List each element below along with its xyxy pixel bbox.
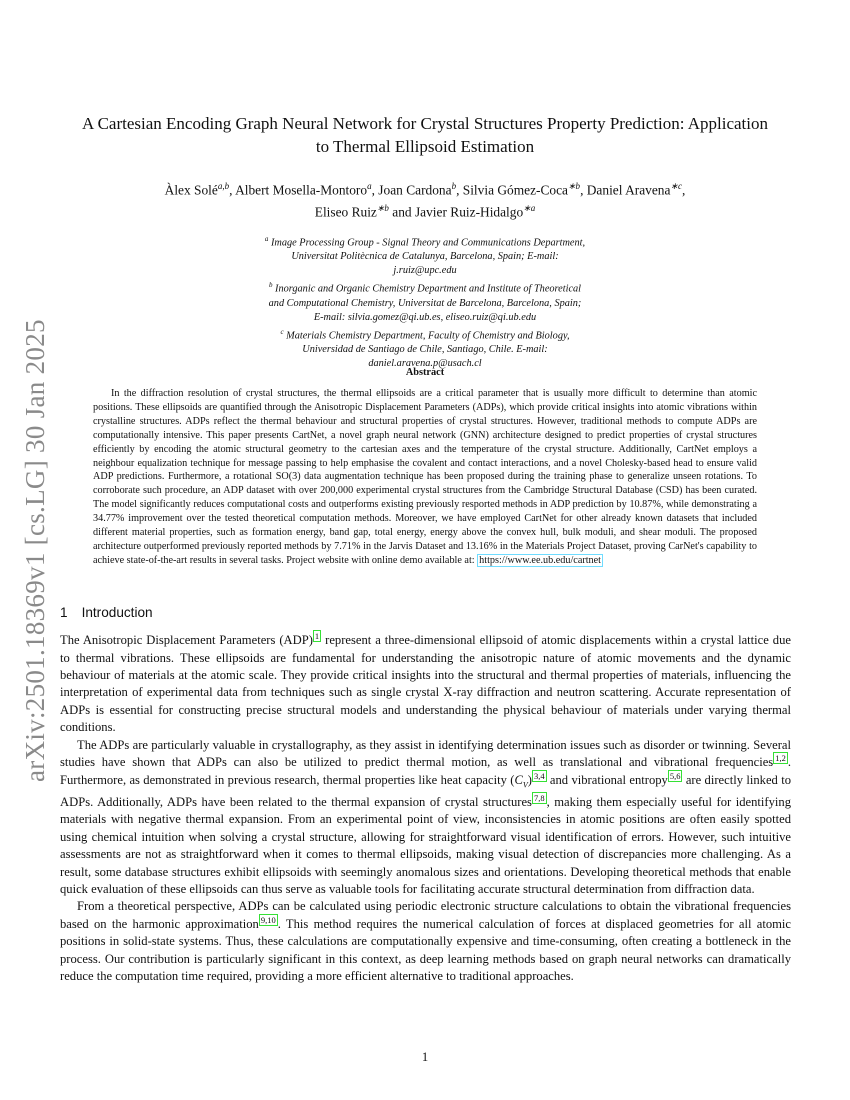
paragraph-text: and vibrational entropy: [546, 772, 668, 787]
paragraph-text: From a theoretical perspective, ADPs can be calculated using periodic electronic structure calculations to obtain the vibrational frequencies based on the harmonic approximation: [60, 899, 791, 931]
paragraph-text: The ADPs are particularly valuable in crystallography, as they assist in identifying determination issues such as disorder or twinning. Several studies have shown that ADPs can also be utilized to predict thermal motion, as well as translational and vibrational frequencies: [60, 737, 791, 770]
paragraph: [60, 632, 791, 737]
author-affiliation-mark: ∗b: [376, 203, 389, 214]
paragraph-text: The Anisotropic Displacement Parameters (ADP): [60, 633, 313, 648]
author-name: Eliseo Ruiz: [314, 204, 377, 220]
author-affiliation-mark: a: [367, 181, 372, 191]
page-number: 1: [421, 1050, 429, 1064]
affiliation-c-mark: c: [280, 327, 284, 336]
author-name: Joan Cardona: [378, 182, 452, 198]
affiliation-a-email: j.ruiz@upc.edu: [393, 265, 457, 277]
affiliation-b-mark: b: [268, 281, 273, 290]
citation-link[interactable]: 1,2: [775, 753, 786, 764]
author-list: Àlex Solé$^{a,b}$, Albert Mosella-Montoro$^a$, Joan Cardona$^b$, Silvia Gómez-Coca$^{∗b}$, Daniel Aravena$^{∗c}$, Eliseo Ruiz$^{∗b}$ and Javier Ruiz-Hidalgo$^{∗a}$: [164, 181, 686, 220]
section-title: Introduction: [81, 605, 153, 620]
affiliations: [225, 232, 625, 371]
section-number: 1: [60, 605, 68, 620]
citation-link[interactable]: 3,4: [533, 770, 545, 781]
paragraph-text: . Furthermore, as demonstrated in previous research, thermal properties like heat capacity (: [60, 755, 791, 787]
author-affiliation-mark: a,b: [217, 181, 230, 191]
paragraph-text: are directly linked to ADPs. Additionally, ADPs have been related to the thermal expansion of crystal structures: [60, 772, 792, 809]
author-name: Javier Ruiz-Hidalgo: [414, 204, 524, 220]
affiliation-a-line: Universitat Politècnica de Catalunya, Barcelona, Spain; E-mail:: [291, 251, 559, 263]
author-affiliation-mark: ∗a: [523, 203, 536, 214]
abstract-body: [93, 387, 757, 568]
affiliation-c-email: daniel.aravena.p@usach.cl: [368, 358, 482, 370]
affiliation-b-email: E-mail: silvia.gomez@qi.ub.es, eliseo.ruiz@qi.ub.edu: [313, 311, 537, 323]
paragraph-text: . This method requires the numerical calculation of forces at displaced geometries for all atomic positions in solid-state systems. Thus, these calculations are computationally expensive and time-consuming, often creating a bottleneck in the process. Our contribution is particularly significant in this context, as deep learning methods based on graph neural networks can dramatically reduce the computation time required, providing a more efficient alternative to traditional approaches.: [60, 916, 791, 984]
math-heat-capacity: $C_V$: [514, 772, 528, 790]
title-line-1: A Cartesian Encoding Graph Neural Network for Crystal Structures Property Prediction: Application: [82, 114, 768, 133]
title-line-2: to Thermal Ellipsoid Estimation: [315, 137, 535, 156]
affiliation-b: [225, 278, 625, 324]
author-name: Silvia Gómez-Coca: [462, 182, 569, 198]
citation-link[interactable]: 1: [314, 631, 320, 641]
introduction-body: [60, 632, 791, 986]
citation-link[interactable]: 7,8: [533, 792, 545, 803]
abstract-heading: Abstract: [405, 367, 445, 378]
project-website-link[interactable]: https://www.ee.ub.edu/cartnet: [479, 554, 602, 566]
paragraph-text: , making them especially useful for identifying materials with negative thermal expansion. From an experimental point of view, inconsistencies in atomic positions are often easily spotted using chemical intuition when solving a crystal structure, allowing for straightforward visual identification of errors. However, such intuitive assessments are not as straightforward when it comes to thermal ellipsoids, making visual detection of discrepancies more challenging. As a result, some database structures exhibit ellipsoids with seemingly anomalous sizes and orientations. Developing theoretical methods that enable quick evaluation of these ellipsoids can thus serve as valuable tools for facilitating accurate structural determination from diffraction data.: [60, 794, 791, 896]
paragraph: [60, 898, 791, 985]
paper-title: [55, 112, 795, 158]
citation-link[interactable]: 9,10: [260, 914, 276, 925]
affiliation-a-line: Image Processing Group - Signal Theory and Communications Department,: [270, 237, 586, 249]
affiliation-c: [225, 325, 625, 371]
affiliation-c-line: Universidad de Santiago de Chile, Santiago, Chile. E-mail:: [302, 344, 548, 356]
affiliation-a-mark: a: [264, 235, 269, 243]
paragraph-text: represent a three-dimensional ellipsoid of atomic displacements within a crystal lattice due to thermal vibrations. These ellipsoids are fundamental for understanding the anisotropic nature of atomic movements and the dynamic behaviour of materials at the atomic scale. They provide critical insights into the structural and thermal properties of materials, influencing the interpretation of experimental data from techniques such as single crystal X-ray diffraction and neutron scattering. Accurate representation of ADPs is essential for constructing precise structural models and understanding the physical behaviour of materials under varying thermal conditions.: [60, 633, 791, 735]
author-name: Albert Mosella-Montoro: [235, 182, 368, 198]
abstract-text: In the diffraction resolution of crystal structures, the thermal ellipsoids are a critical parameter that is usually more difficult to determine than atomic positions. These ellipsoids are quantified through the Anisotropic Displacement Parameters (ADPs), which provide critical insights into atomic vibrations within crystalline structures. ADPs reflect the thermal behaviour and structural properties of crystal structures. However, traditional methods to compute ADPs are computationally intensive. This paper presents CartNet, a novel graph neural network (GNN) architecture designed to predict properties of crystal structures efficiently by encoding the atomic structural geometry to the cartesian axes and the temperature of the crystal structure. Additionally, CartNet employs a neighbour equalization technique for message passing to help emphasise the covalent and contact interactions, and a novel Cholesky-based head to ensure valid ADP predictions. Furthermore, a rotational SO(3) data augmentation technique has been proposed during the training phase to generalize unseen rotations. To corroborate such procedure, an ADP dataset with over 200,000 experimental crystal structures from the Cambridge Structural Database (CSD) has been curated. The model significantly reduces computational costs and outperforms existing previously resported methods in ADP prediction by 10.87%, while demonstrating a 34.77% improvement over the tested theoretical computation methods. Moreover, we have employed CartNet for other already known datasets that included different material properties, such as formation energy, band gap, total energy, energy above the convex hull, bulk moduli, and shear moduli. The proposed architecture outperformed previously reported methods by 7.71% in the Jarvis Dataset and 13.16% in the Materials Project Dataset, proving CarNet's capability to achieve state-of-the-art results in several tasks. Project website with online demo available at:: [93, 388, 757, 566]
affiliation-c-line: Materials Chemistry Department, Faculty of Chemistry and Biology,: [286, 330, 570, 342]
author-affiliation-mark: b: [451, 181, 457, 191]
affiliation-b-line: and Computational Chemistry, Universitat de Barcelona, Barcelona, Spain;: [268, 297, 582, 309]
author-affiliation-mark: ∗c: [670, 181, 682, 191]
citation-link[interactable]: 5,6: [669, 770, 681, 781]
arxiv-identifier-stamp: arXiv:2501.18369v1 [cs.LG] 30 Jan 2025: [20, 319, 50, 782]
author-name: Àlex Solé: [164, 182, 218, 198]
affiliation-b-line: Inorganic and Organic Chemistry Department and Institute of Theoretical: [275, 283, 582, 295]
affiliation-a: [225, 232, 625, 278]
author-affiliation-mark: ∗b: [568, 181, 581, 191]
paragraph: The ADPs are particularly valuable in crystallography, as they assist in identifying determination issues such as disorder or twinning. Several studies have shown that ADPs can also be utilized to predict thermal motion, as well as translational and vibrational frequencies $^{1,2}$ . Furthermore, as demonstrated in previous research, thermal properties like heat capacity $(C_V)$ $^{3,4}$ and vibrational entropy $^{5,6}$ are directly linked to ADPs. Additionally, ADPs have been related to the thermal expansion of crystal structures $^{7,8}$ , making them especially useful for identifying materials with negative thermal expansion. From an experimental point of view, inconsistencies in atomic positions are often easily spotted using chemical intuition when solving a crystal structure, allowing for straightforward visual identification of errors. However, such intuitive assessments are not as straightforward when it comes to thermal ellipsoids, making visual detection of discrepancies more challenging. As a result, some database structures exhibit ellipsoids with seemingly anomalous sizes and orientations. Developing theoretical methods that enable quick evaluation of these ellipsoids can thus serve as valuable tools for facilitating accurate structural determination from diffraction data.: [60, 737, 792, 896]
author-name: Daniel Aravena: [586, 182, 671, 198]
section-heading-introduction: [60, 605, 153, 620]
